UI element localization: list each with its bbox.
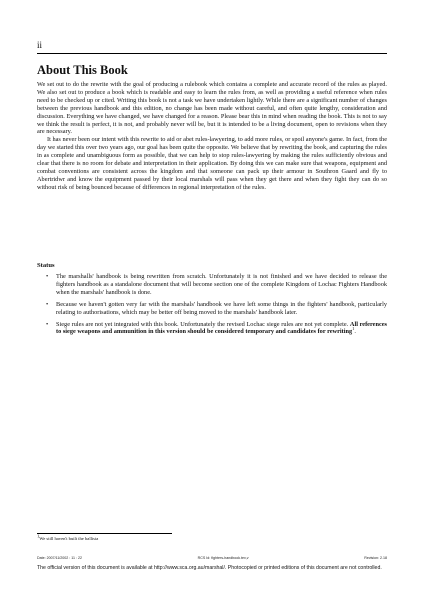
footer-notice: The official version of this document is available at http://www.sca.org.au/marshal/. Photocopied or printed editions of this document are not controlled.: [37, 565, 382, 571]
footnote-number: 1: [37, 533, 40, 539]
status-item: [46, 301, 387, 317]
status-item-emphasis: All references to siege weapons and ammunition in this version should be considered temporary and candidates for rewriting: [56, 320, 387, 336]
section-title: About This Book: [37, 63, 128, 77]
footer-meta: [37, 556, 387, 560]
status-item-text: Because we haven't gotten very far with the marshals' handbook we have left some things in the fighters' handbook, particularly relating to authorisations, which may be better off being moved to the marshals' handbook later.: [56, 300, 387, 316]
status-item-text: The marshalls' handbook is being rewritten from scratch. Unfortunately it is not finished and we have decided to release the fighters handbook as a standalone document that will become section one of the complete Kingdom of Lochac Fighters Handbook when the marshals' handbook is done.: [56, 273, 387, 296]
status-item: [46, 321, 387, 337]
bullet-icon: •: [46, 273, 49, 280]
status-item-text: Siege rules are not yet integrated with this book. Unfortunately the revised Lochac siege rules are not yet complete.: [56, 320, 349, 328]
footnote: [37, 533, 99, 541]
status-list: [46, 273, 387, 340]
footnote-mark[interactable]: 1: [352, 326, 355, 332]
footer-date: Date: 2007/11/2002 : 11 : 22: [37, 556, 83, 560]
header-rule: [37, 53, 387, 54]
footnote-rule: [37, 533, 172, 534]
bullet-icon: •: [46, 300, 49, 308]
footer-revision: Revision: 2.18: [364, 556, 387, 560]
footer-doc-id: RCS Id: fighters-handbook.tex,v: [197, 556, 249, 560]
body-paragraph-2: It has never been our intent with this rewrite to aid or abet rules-lawyering, to add more rules, or spoil anyone's game. In fact, from the day we started this over two years ago, our goal has been quite the opposite. We believe that by rewriting the book, and capturing the rules in as complete and unambiguous form as possible, that we can help to stop rules-lawyering by making the rules sufficiently obvious and clear that there is no room for debate and interpretation in their application. By doing this we can make sure that weapons, equipment and combat conventions are consistent across the kingdom and that someone can pack up their armour in Southron Gaard and fly to Abertridwr and know the equipment passed by their local marshals will pass when they get there and when they fight they can do so without risk of being bounced because of differences in regional interpretation of the rules.: [37, 136, 387, 191]
page-number: ii: [37, 40, 43, 50]
body-paragraph-1: We set out to do the rewrite with the goal of producing a rulebook which contains a complete and accurate record of the rules as played. We also set out to produce a book which is readable and easy to learn the rules from, as well as providing a useful reference when rules need to be checked up or cited. Writing this book is not a task we have undertaken lightly. While there are a significant number of changes between the previous handbook and this edition, no change has been made without careful, and often quite lengthy, consideration and discussion. Everything we have changed, we have changed for a reason. Please bear this in mind when reading the book. This is not to say we think the result is perfect, it is not, and probably never will be, but it is intended to be a living document, open to revisions when they are necessary.: [37, 81, 387, 136]
status-item-tail: .: [354, 328, 356, 336]
bullet-icon: •: [46, 320, 49, 328]
section-body: [37, 81, 387, 192]
status-item: [46, 273, 387, 297]
footnote-text: We still haven't built the ballista: [39, 536, 99, 541]
status-heading: Status: [37, 262, 55, 269]
